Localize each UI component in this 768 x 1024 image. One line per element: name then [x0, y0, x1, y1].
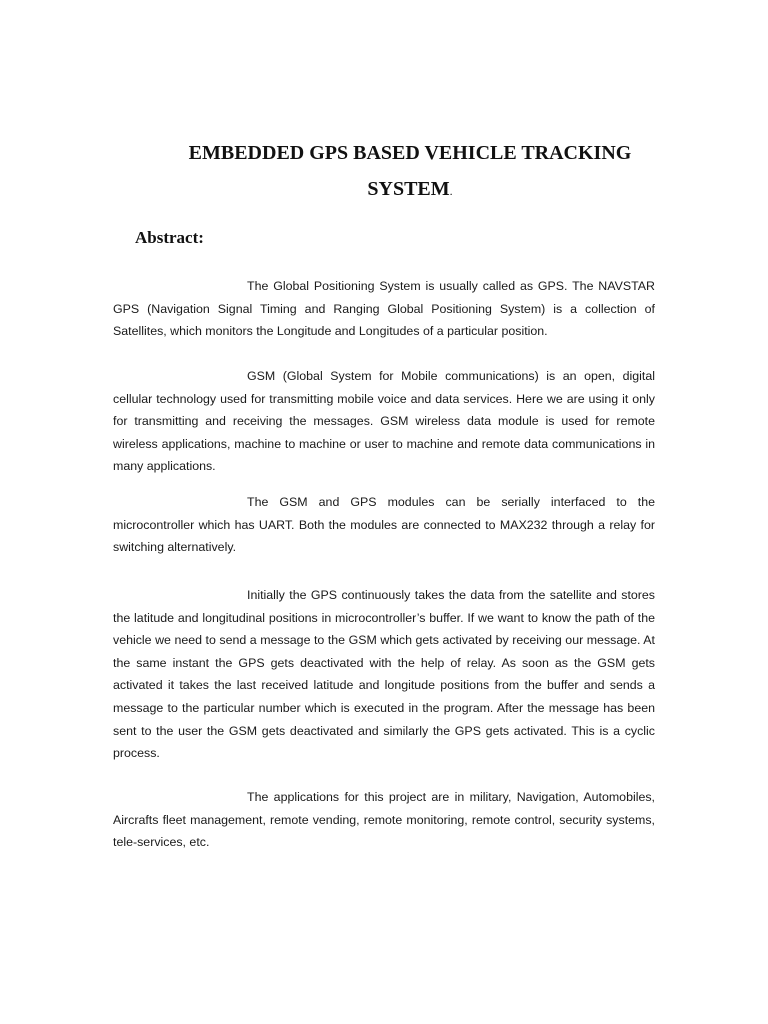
document-title-punctuation: .	[449, 184, 453, 198]
document-title-line-2	[100, 178, 720, 201]
abstract-heading: Abstract:	[135, 228, 204, 247]
paragraph-gsm: GSM (Global System for Mobile communications) is an open, digital cellular technology used for transmitting mobile voice and data services. Here we are using it only for transmitting and receiving the messages. GSM wireless data module is used for remote wireless applications, machine to machine or user to machine and remote data communications in many applications.	[113, 369, 655, 474]
paragraph-operation: Initially the GPS continuously takes the data from the satellite and stores the latitude and longitudinal positions in microcontroller’s buffer. If we want to know the path of the vehicle we need to send a message to the GSM which gets activated by receiving our message. At the same instant the GPS gets deactivated with the help of relay. As soon as the GSM gets activated it takes the last received latitude and longitude positions from the buffer and sends a message to the particular number which is executed in the program. After the message has been sent to the user the GSM gets deactivated and similarly the GPS gets activated. This is a cyclic process.	[113, 588, 655, 761]
document-title-line-1: EMBEDDED GPS BASED VEHICLE TRACKING	[188, 142, 632, 164]
document-title-text: SYSTEM	[367, 178, 450, 200]
paragraph-gps: The Global Positioning System is usually called as GPS. The NAVSTAR GPS (Navigation Signal Timing and Ranging Global Positioning System) is a collection of Satellites, which monitors the Longitude and Longitudes of a particular position.	[113, 279, 655, 339]
paragraph-interface: The GSM and GPS modules can be serially interfaced to the microcontroller which has UART. Both the modules are connected to MAX232 through a relay for switching alternatively.	[113, 495, 655, 555]
paragraph-applications: The applications for this project are in military, Navigation, Automobiles, Aircrafts fleet management, remote vending, remote monitoring, remote control, security systems, tele-services, etc.	[113, 790, 655, 850]
